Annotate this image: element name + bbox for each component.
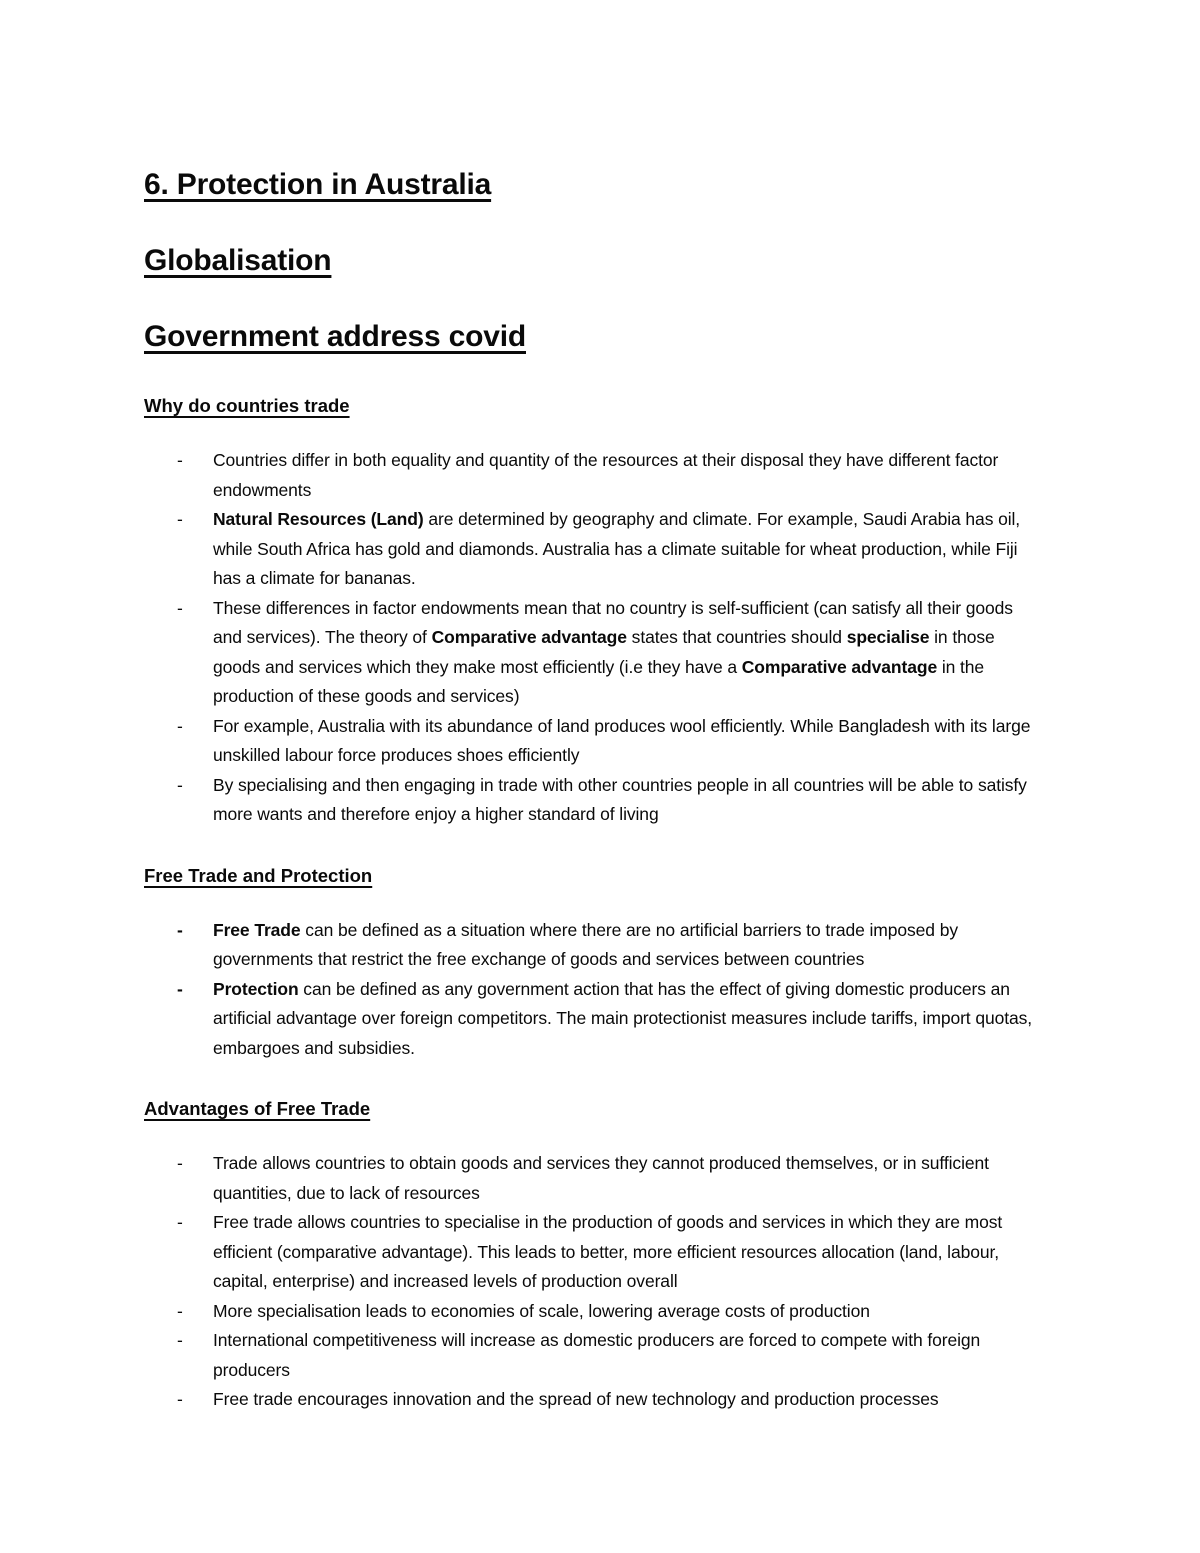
bullet-list — [144, 446, 1044, 830]
text-run: Free trade encourages innovation and the spread of new technology and production processes — [213, 1389, 939, 1409]
bold-text-run: Comparative advantage — [741, 656, 938, 677]
list-item — [144, 446, 1044, 505]
list-item — [144, 505, 1044, 594]
bold-text-run: Comparative advantage — [431, 627, 627, 647]
text-run: in the production of these goods and services) — [213, 656, 985, 706]
list-item — [144, 916, 1044, 975]
list-item — [144, 1297, 1044, 1327]
text-run: can be defined as a situation where there are no artificial barriers to trade imposed by governments that restrict the free exchange of goods and services between countries — [213, 919, 958, 969]
text-run: Trade allows countries to obtain goods and services they cannot produced themselves, or in sufficient quantities, due to lack of resources — [213, 1153, 989, 1203]
text-run: By specialising and then engaging in trade with other countries people in all countries will be able to satisfy more wants and therefore enjoy a higher standard of living — [213, 774, 1027, 824]
text-run: can be defined as any government action that has the effect of giving domestic producers an artificial advantage over foreign competitors. The main protectionist measures include tariffs, import quotas, embargoes and subsidies. — [213, 978, 1033, 1058]
text-run: in those goods and services which they make most efficiently (i.e they have a — [213, 627, 995, 677]
page-title-globalisation: Globalisation — [144, 244, 332, 277]
list-item — [144, 771, 1044, 830]
list-item — [144, 1149, 1044, 1208]
text-run: These differences in factor endowments mean that no country is self-sufficient (can satisfy all their goods and services). The theory of — [213, 597, 1013, 647]
list-item — [144, 1385, 1044, 1415]
text-run: International competitiveness will increase as domestic producers are forced to compete with foreign producers — [213, 1330, 981, 1380]
bold-text-run: Natural Resources (Land) — [213, 509, 424, 529]
text-run: More specialisation leads to economies of scale, lowering average costs of production — [213, 1300, 870, 1321]
list-item — [144, 1208, 1044, 1297]
text-run: are determined by geography and climate. For example, Saudi Arabia has oil, while South Africa has gold and diamonds. Australia has a climate suitable for wheat production, while Fiji has a climate for bananas. — [213, 509, 1021, 588]
section-heading: Why do countries trade — [144, 395, 350, 416]
list-item — [144, 712, 1044, 771]
list-item — [144, 1326, 1044, 1385]
bullet-list — [144, 916, 1044, 1064]
page-title-government-address-covid: Government address covid — [144, 320, 526, 353]
bullet-list — [144, 1149, 1044, 1415]
text-run: Countries differ in both equality and quantity of the resources at their disposal they have different factor endowments — [213, 450, 999, 500]
section-heading: Free Trade and Protection — [144, 864, 373, 886]
page-title-protection-in-australia: 6. Protection in Australia — [144, 168, 492, 201]
text-run: Free trade allows countries to specialise in the production of goods and services in which they are most efficient (comparative advantage). This leads to better, more efficient resources allocation (land, labour, capital, enterprise) and increased levels of production overall — [213, 1212, 1003, 1291]
bold-text-run: Free Trade — [213, 919, 301, 940]
text-run: states that countries should — [626, 627, 847, 647]
list-item — [144, 975, 1044, 1064]
section-heading: Advantages of Free Trade — [144, 1098, 371, 1119]
text-run: For example, Australia with its abundance of land produces wool efficiently. While Bangladesh with its large unskilled labour force produces shoes efficiently — [213, 715, 1031, 765]
bold-text-run: Protection — [213, 978, 299, 999]
sections — [144, 394, 1044, 1415]
bold-text-run: specialise — [846, 627, 930, 647]
list-item — [144, 594, 1044, 712]
